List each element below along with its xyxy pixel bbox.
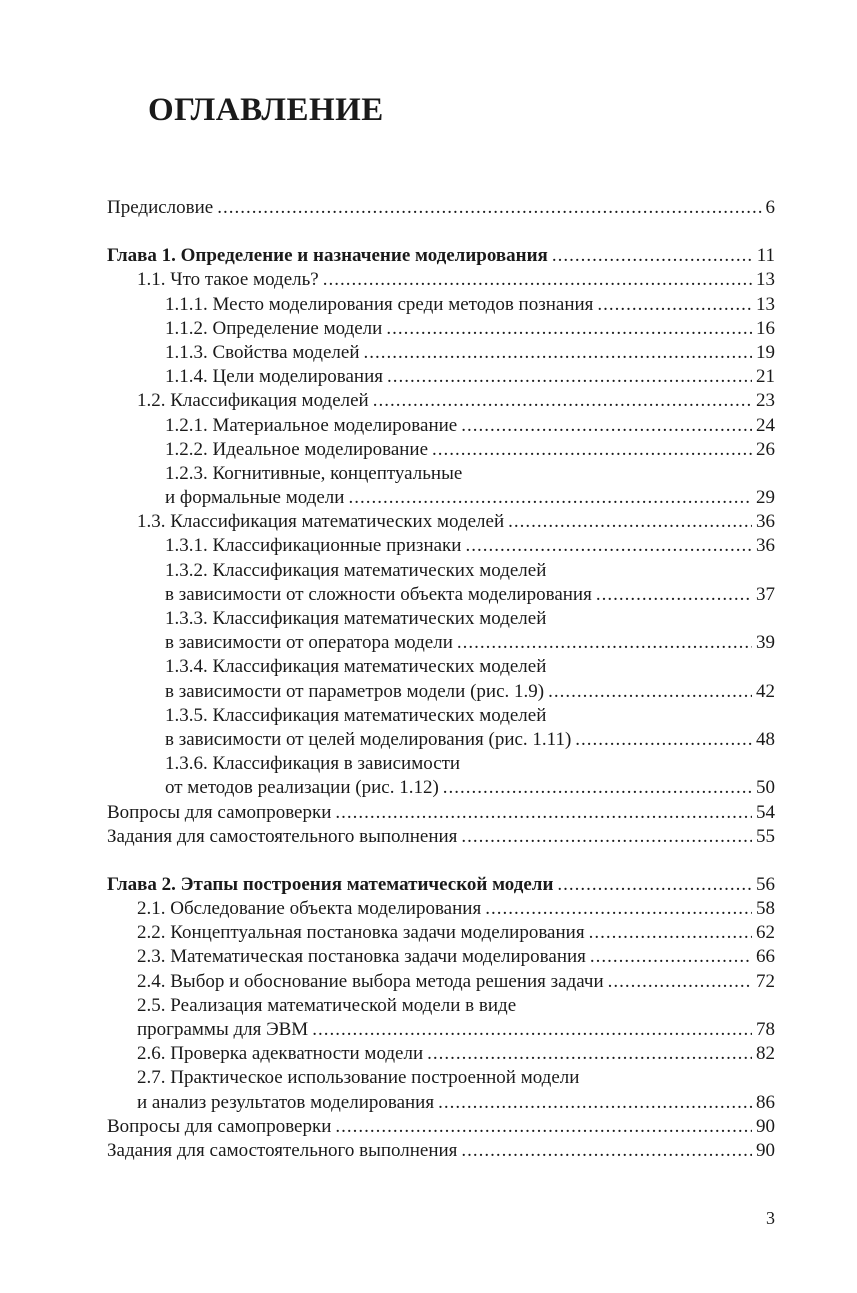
toc-page-number: 82: [756, 1043, 775, 1065]
toc-entry-1-2[interactable]: [107, 389, 775, 413]
leader-dots: [217, 196, 761, 220]
toc-entry-text: и формальные модели: [165, 487, 345, 509]
toc-page-number: 72: [756, 970, 775, 992]
leader-dots: [312, 1018, 752, 1042]
toc-entry-text: в зависимости от целей моделирования (рис. 1.11): [165, 728, 572, 750]
page-title: ОГЛАВЛЕНИЕ: [148, 92, 384, 128]
toc-entry-text: 2.5. Реализация математической модели в виде: [137, 994, 517, 1016]
toc-page-number: 78: [756, 1019, 775, 1040]
toc-entry-1-3-6-line1[interactable]: [107, 752, 775, 776]
toc-entry-text: Вопросы для самопроверки: [107, 1115, 332, 1137]
toc-page-number: 24: [756, 414, 775, 436]
toc-entry-1-3-3-line2[interactable]: [107, 631, 775, 655]
toc-entry-1-1-1[interactable]: [107, 293, 775, 317]
toc-entry-text: Вопросы для самопроверки: [107, 801, 332, 823]
toc-entry-2-5-line2[interactable]: [107, 1018, 775, 1042]
toc-entry-text: 1.3. Классификация математических моделей: [137, 511, 505, 533]
leader-dots: [597, 293, 752, 317]
toc-entry-2-3[interactable]: [107, 945, 775, 969]
toc-page-number: 56: [756, 873, 775, 895]
leader-dots: [508, 510, 752, 534]
toc-page-number: 37: [756, 583, 775, 605]
leader-dots: [552, 244, 753, 268]
toc-entry-1-3-1[interactable]: [107, 534, 775, 558]
toc-entry-text: 1.3.5. Классификация математических моделей: [165, 704, 547, 726]
toc-entry-1-1-4[interactable]: [107, 365, 775, 389]
toc-entry-ch2-questions[interactable]: [107, 1115, 775, 1139]
toc-entry-text: 1.1.1. Место моделирования среди методов познания: [165, 293, 594, 315]
toc-page-number: 6: [765, 197, 775, 218]
toc-entry-1-2-3-line1[interactable]: [107, 462, 775, 486]
toc-entry-text: 2.4. Выбор и обоснование выбора метода решения задачи: [137, 970, 604, 992]
toc-entry-text: Задания для самостоятельного выполнения: [107, 825, 458, 847]
toc-entry-1-1-3[interactable]: [107, 341, 775, 365]
toc-entry-1-3-2-line2[interactable]: [107, 583, 775, 607]
toc-entry-1-3-6-line2[interactable]: [107, 776, 775, 800]
table-of-contents: [107, 196, 775, 1163]
leader-dots: [589, 921, 752, 945]
toc-entry-text: 2.7. Практическое использование построенной модели: [137, 1067, 580, 1089]
leader-dots: [461, 1139, 752, 1163]
toc-page-number: 23: [756, 390, 775, 412]
toc-entry-text: 1.2.2. Идеальное моделирование: [165, 438, 429, 460]
toc-entry-text: 1.1.2. Определение модели: [165, 317, 383, 339]
toc-entry-text: от методов реализации (рис. 1.12): [165, 777, 439, 799]
toc-entry-1-2-1[interactable]: [107, 414, 775, 438]
toc-page-number: 36: [756, 511, 775, 533]
toc-entry-text: 2.2. Концептуальная постановка задачи моделирования: [137, 922, 585, 944]
toc-entry-text: 1.3.2. Классификация математических моделей: [165, 559, 547, 581]
leader-dots: [457, 631, 752, 655]
toc-entry-1-1[interactable]: [107, 268, 775, 292]
leader-dots: [373, 389, 752, 413]
leader-dots: [596, 583, 752, 607]
leader-dots: [461, 414, 752, 438]
leader-dots: [363, 341, 752, 365]
toc-entry-text: 1.2. Классификация моделей: [137, 390, 369, 412]
toc-page-number: 62: [756, 922, 775, 944]
toc-entry-1-2-3-line2[interactable]: [107, 486, 775, 510]
leader-dots: [438, 1091, 752, 1115]
toc-entry-ch1-tasks[interactable]: [107, 825, 775, 849]
toc-entry-text: 1.1. Что такое модель?: [137, 269, 319, 291]
toc-entry-1-3-5-line1[interactable]: [107, 704, 775, 728]
leader-dots: [432, 438, 752, 462]
leader-dots: [557, 873, 752, 897]
toc-entry-2-7-line2[interactable]: [107, 1091, 775, 1115]
toc-entry-text: 1.1.4. Цели моделирования: [165, 366, 384, 388]
toc-page-number: 86: [756, 1091, 775, 1113]
toc-page-number: 66: [756, 946, 775, 968]
toc-entry-2-7-line1[interactable]: [107, 1066, 775, 1090]
toc-entry-2-5-line1[interactable]: [107, 994, 775, 1018]
toc-entry-1-3-4-line2[interactable]: [107, 680, 775, 704]
toc-entry-2-1[interactable]: [107, 897, 775, 921]
leader-dots: [590, 945, 752, 969]
toc-page-number: 50: [756, 777, 775, 799]
toc-entry-text: 2.6. Проверка адекватности модели: [137, 1043, 424, 1065]
toc-chapter-2[interactable]: [107, 873, 775, 897]
toc-page-number: 11: [756, 245, 775, 267]
toc-page-number: 90: [756, 1115, 775, 1137]
toc-page-number: 90: [756, 1139, 775, 1161]
toc-entry-text: 1.3.4. Классификация математических моделей: [165, 656, 547, 678]
toc-entry-text: 2.3. Математическая постановка задачи моделирования: [137, 946, 586, 968]
page-number: 3: [766, 1208, 775, 1228]
toc-entry-text: Глава 1. Определение и назначение моделирования: [107, 245, 548, 267]
toc-page-number: 19: [756, 341, 775, 363]
toc-entry-text: Глава 2. Этапы построения математической модели: [107, 873, 554, 895]
leader-dots: [461, 825, 752, 849]
toc-entry-text: 1.3.3. Классификация математических моделей: [165, 608, 547, 629]
leader-dots: [427, 1042, 752, 1066]
leader-dots: [443, 776, 752, 800]
toc-entry-ch1-questions[interactable]: [107, 801, 775, 825]
toc-page-number: 54: [756, 801, 775, 823]
toc-entry-2-2[interactable]: [107, 921, 775, 945]
leader-dots: [485, 897, 752, 921]
leader-dots: [465, 534, 752, 558]
toc-entry-ch2-tasks[interactable]: [107, 1139, 775, 1163]
toc-entry-2-4[interactable]: [107, 970, 775, 994]
toc-entry-text: в зависимости от параметров модели (рис. 1.9): [165, 680, 545, 702]
leader-dots: [335, 801, 752, 825]
toc-entry-2-6[interactable]: [107, 1042, 775, 1066]
spacer: [107, 849, 775, 873]
toc-entry-text: 2.1. Обследование объекта моделирования: [137, 898, 482, 920]
leader-dots: [575, 728, 752, 752]
leader-dots: [348, 486, 752, 510]
toc-page-number: 55: [756, 825, 775, 847]
toc-entry-1-3-5-line2[interactable]: [107, 728, 775, 752]
toc-page-number: 39: [756, 632, 775, 654]
toc-page-number: 13: [756, 269, 775, 291]
toc-page-number: 13: [756, 293, 775, 315]
leader-dots: [335, 1115, 752, 1139]
toc-page-number: 36: [756, 535, 775, 557]
toc-entry-text: и анализ результатов моделирования: [137, 1091, 435, 1113]
toc-page-number: 21: [756, 366, 775, 388]
toc-page-number: 58: [756, 898, 775, 920]
toc-entry-1-3-4-line1[interactable]: [107, 655, 775, 679]
toc-entry-text: 1.1.3. Свойства моделей: [165, 341, 360, 363]
leader-dots: [386, 317, 752, 341]
toc-page-number: 48: [756, 728, 775, 750]
toc-page-number: 29: [756, 487, 775, 509]
toc-entry-text: 1.2.3. Когнитивные, концептуальные: [165, 462, 463, 484]
toc-entry-1-3-2-line1[interactable]: [107, 559, 775, 583]
toc-entry-1-3-3-line1[interactable]: [107, 607, 775, 631]
toc-entry-text: Предисловие: [107, 197, 214, 218]
spacer: [107, 220, 775, 244]
toc-page-number: 42: [756, 680, 775, 702]
toc-entry-1-1-2[interactable]: [107, 317, 775, 341]
toc-entry-text: 1.3.1. Классификационные признаки: [165, 535, 462, 557]
toc-page-number: 16: [756, 317, 775, 339]
toc-entry-text: 1.3.6. Классификация в зависимости: [165, 753, 461, 775]
leader-dots: [387, 365, 752, 389]
toc-entry-1-3[interactable]: [107, 510, 775, 534]
leader-dots: [323, 268, 752, 292]
toc-entry-1-2-2[interactable]: [107, 438, 775, 462]
toc-entry-text: 1.2.1. Материальное моделирование: [165, 414, 458, 436]
toc-entry-text: Задания для самостоятельного выполнения: [107, 1139, 458, 1161]
leader-dots: [548, 680, 752, 704]
toc-entry-text: программы для ЭВМ: [137, 1019, 309, 1040]
toc-entry-preface[interactable]: [107, 196, 775, 220]
leader-dots: [608, 970, 752, 994]
toc-entry-text: в зависимости от сложности объекта моделирования: [165, 583, 592, 605]
toc-entry-text: в зависимости от оператора модели: [165, 632, 453, 654]
toc-chapter-1[interactable]: [107, 244, 775, 268]
toc-page-number: 26: [756, 438, 775, 460]
